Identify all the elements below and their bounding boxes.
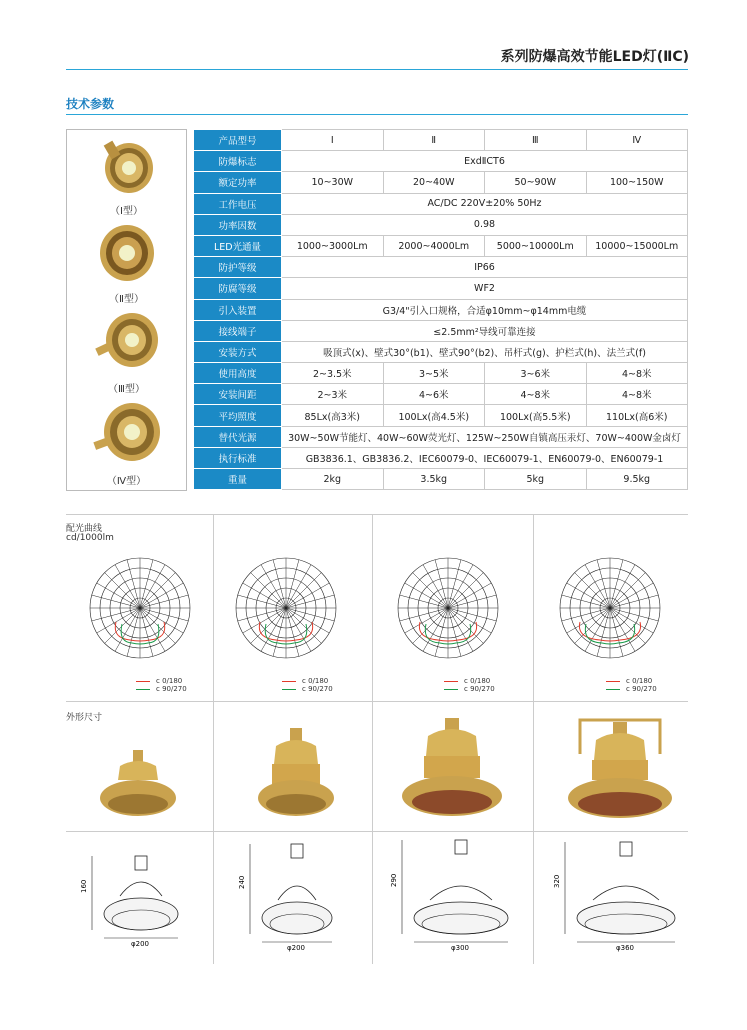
polar-spoke: [585, 608, 610, 651]
polar-spoke: [405, 583, 448, 608]
product-types-panel: [66, 129, 187, 491]
spec-cell: 5000~10000Lm: [485, 235, 587, 256]
polar-spoke: [115, 608, 140, 651]
legend-label: c 0/180: [156, 677, 183, 685]
polar-spoke: [97, 608, 140, 633]
spec-cell: 100Lx(高4.5米): [383, 405, 485, 426]
spec-cell: 85Lx(高3米): [282, 405, 384, 426]
spec-row: [194, 235, 688, 256]
row-label: 接线端子: [194, 320, 282, 341]
polar-spoke: [286, 583, 329, 608]
polar-spoke: [448, 583, 491, 608]
polar-spoke: [286, 565, 311, 608]
spec-row: [194, 405, 688, 426]
spec-cell: 4~8米: [586, 384, 688, 405]
spec-cell: Ⅰ: [282, 130, 384, 151]
product-type-4: [67, 400, 186, 487]
spec-cell: 4~8米: [485, 384, 587, 405]
polar-spoke: [405, 608, 448, 633]
spec-row: [194, 299, 688, 320]
spec-cell: WF2: [282, 278, 688, 299]
row-label: 额定功率: [194, 172, 282, 193]
spec-row: [194, 320, 688, 341]
row-label: 使用高度: [194, 363, 282, 384]
polar-diagram: [550, 546, 670, 668]
spec-row: [194, 151, 688, 172]
polar-spoke: [423, 608, 448, 651]
product-type-3: [67, 310, 186, 395]
polar-diagram: [226, 546, 346, 668]
spec-row: [194, 257, 688, 278]
spec-cell: 3.5kg: [383, 469, 485, 490]
spec-cell: 100~150W: [586, 172, 688, 193]
row-label: LED光通量: [194, 235, 282, 256]
polar-spoke: [610, 583, 653, 608]
row-label: 安装方式: [194, 341, 282, 362]
spec-cell: 10000~15000Lm: [586, 235, 688, 256]
height-dimension: 320: [553, 874, 561, 888]
legend-swatch: [606, 689, 620, 690]
spec-cell: Ⅳ: [586, 130, 688, 151]
row-label: 防爆标志: [194, 151, 282, 172]
polar-spoke: [261, 565, 286, 608]
spec-row: [194, 447, 688, 468]
row-label: 产品型号: [194, 130, 282, 151]
spec-row: [194, 278, 688, 299]
row-label: 功率因数: [194, 214, 282, 235]
row-label: 工作电压: [194, 193, 282, 214]
row-label: 执行标准: [194, 447, 282, 468]
spec-cell: 2000~4000Lm: [383, 235, 485, 256]
spec-cell: ExdⅡCT6: [282, 151, 688, 172]
spec-cell: Ⅲ: [485, 130, 587, 151]
curves-title: 配光曲线: [66, 524, 103, 534]
type-caption: （Ⅰ型）: [110, 206, 143, 217]
spec-cell: IP66: [282, 257, 688, 278]
polar-spoke: [286, 608, 329, 633]
lamp-photo: [92, 400, 162, 466]
height-dimension: 240: [238, 875, 246, 889]
legend-row: [444, 677, 495, 685]
legend-label: c 90/270: [302, 685, 333, 693]
polar-spoke: [610, 608, 645, 643]
spec-cell: 30W~50W节能灯、40W~60W荧光灯、125W~250W自镇高压汞灯、70W~400W金卤灯: [282, 426, 688, 447]
row-label: 防腐等级: [194, 278, 282, 299]
product-photo-1: [96, 748, 180, 820]
spec-cell: 4~8米: [586, 363, 688, 384]
spec-cell: AC/DC 220V±20% 50Hz: [282, 193, 688, 214]
polar-spoke: [286, 573, 321, 608]
polar-diagram: [80, 546, 200, 668]
legend-row: [282, 685, 333, 693]
polar-spoke: [448, 573, 483, 608]
spec-row: [194, 193, 688, 214]
legend-label: c 90/270: [626, 685, 657, 693]
spec-cell: ≤2.5mm²导线可靠连接: [282, 320, 688, 341]
legend-row: [136, 677, 187, 685]
curve-legend: [606, 677, 657, 693]
polar-diagram: [388, 546, 508, 668]
polar-spoke: [140, 573, 175, 608]
dimension-drawing: [240, 840, 340, 952]
spec-cell: 3~5米: [383, 363, 485, 384]
curves-unit: cd/1000lm: [66, 533, 114, 543]
spec-cell: 9.5kg: [586, 469, 688, 490]
type-caption: （Ⅱ型）: [109, 294, 144, 305]
polar-spoke: [575, 608, 610, 643]
spec-cell: 4~6米: [383, 384, 485, 405]
polar-spoke: [448, 565, 473, 608]
legend-swatch: [282, 681, 296, 682]
dimension-drawing: [555, 838, 683, 952]
height-dimension: 160: [80, 879, 88, 893]
spec-cell: 50~90W: [485, 172, 587, 193]
legend-swatch: [136, 681, 150, 682]
polar-spoke: [567, 583, 610, 608]
legend-label: c 0/180: [302, 677, 329, 685]
spec-cell: 5kg: [485, 469, 587, 490]
spec-cell: 10~30W: [282, 172, 384, 193]
product-photo-3: [400, 716, 504, 820]
polar-spoke: [610, 573, 645, 608]
section-title: 技术参数: [66, 97, 115, 111]
legend-swatch: [444, 681, 458, 682]
specs-grid: [193, 129, 688, 490]
polar-spoke: [140, 608, 183, 633]
divider: [213, 514, 214, 964]
polar-spoke: [243, 608, 286, 633]
legend-label: c 0/180: [626, 677, 653, 685]
spec-cell: GB3836.1、GB3836.2、IEC60079-0、IEC60079-1、EN60079-0、EN60079-1: [282, 447, 688, 468]
spec-cell: Ⅱ: [383, 130, 485, 151]
row-label: 替代光源: [194, 426, 282, 447]
width-dimension: φ360: [616, 944, 634, 952]
spec-cell: 2~3.5米: [282, 363, 384, 384]
polar-spoke: [567, 608, 610, 633]
spec-row: [194, 214, 688, 235]
divider: [66, 701, 688, 702]
legend-row: [136, 685, 187, 693]
legend-swatch: [606, 681, 620, 682]
polar-spoke: [251, 573, 286, 608]
shape-title: 外形尺寸: [66, 713, 103, 723]
page-title: 系列防爆高效节能LED灯(ⅡC): [500, 49, 689, 65]
legend-swatch: [136, 689, 150, 690]
row-label: 安装间距: [194, 384, 282, 405]
divider: [66, 831, 688, 832]
product-photo-4: [566, 714, 674, 820]
type-caption: （Ⅲ型）: [108, 384, 145, 395]
legend-row: [282, 677, 333, 685]
curve-legend: [136, 677, 187, 693]
section-rule: [66, 114, 688, 115]
row-label: 引入装置: [194, 299, 282, 320]
polar-spoke: [140, 608, 165, 651]
polar-spoke: [413, 608, 448, 643]
polar-spoke: [140, 565, 165, 608]
polar-spoke: [575, 573, 610, 608]
polar-spoke: [423, 565, 448, 608]
legend-swatch: [282, 689, 296, 690]
spec-cell: 1000~3000Lm: [282, 235, 384, 256]
legend-label: c 90/270: [464, 685, 495, 693]
curve-legend: [282, 677, 333, 693]
polar-spoke: [448, 608, 483, 643]
spec-row: [194, 363, 688, 384]
lamp-photo: [97, 222, 157, 284]
row-label: 重量: [194, 469, 282, 490]
legend-swatch: [444, 689, 458, 690]
polar-spoke: [105, 573, 140, 608]
polar-spoke: [610, 608, 635, 651]
legend-label: c 0/180: [464, 677, 491, 685]
polar-spoke: [243, 583, 286, 608]
title-rule: [66, 69, 688, 70]
polar-spoke: [97, 583, 140, 608]
spec-cell: 吸顶式(x)、壁式30°(b1)、壁式90°(b2)、吊杆式(g)、护栏式(h)、法兰式(f): [282, 341, 688, 362]
spec-row: [194, 469, 688, 490]
spec-cell: 2kg: [282, 469, 384, 490]
polar-spoke: [140, 583, 183, 608]
width-dimension: φ200: [131, 940, 149, 948]
product-type-1: [67, 138, 186, 217]
curve-legend: [444, 677, 495, 693]
width-dimension: φ200: [287, 944, 305, 952]
lamp-photo: [94, 310, 160, 374]
specs-table: [193, 129, 688, 490]
spec-cell: 3~6米: [485, 363, 587, 384]
spec-row: [194, 384, 688, 405]
spec-cell: G3/4"引入口规格，合适φ10mm~φ14mm电缆: [282, 299, 688, 320]
polar-spoke: [413, 573, 448, 608]
polar-spoke: [448, 608, 491, 633]
polar-spoke: [610, 565, 635, 608]
lamp-photo: [99, 138, 155, 196]
row-label: 防护等级: [194, 257, 282, 278]
spec-cell: 2~3米: [282, 384, 384, 405]
height-dimension: 290: [390, 873, 398, 887]
legend-row: [444, 685, 495, 693]
spec-cell: 0.98: [282, 214, 688, 235]
row-label: 平均照度: [194, 405, 282, 426]
dimension-drawing: [392, 836, 516, 952]
spec-cell: 100Lx(高5.5米): [485, 405, 587, 426]
legend-label: c 90/270: [156, 685, 187, 693]
dimension-drawing: [82, 852, 186, 948]
width-dimension: φ300: [451, 944, 469, 952]
divider: [372, 514, 373, 964]
divider: [66, 514, 688, 515]
polar-spoke: [610, 608, 653, 633]
spec-row: [194, 172, 688, 193]
divider: [533, 514, 534, 964]
polar-spoke: [585, 565, 610, 608]
spec-row: [194, 426, 688, 447]
spec-row: [194, 341, 688, 362]
specs-header-row: [194, 130, 688, 151]
spec-cell: 110Lx(高6米): [586, 405, 688, 426]
product-photo-2: [254, 726, 338, 820]
spec-cell: 20~40W: [383, 172, 485, 193]
polar-spoke: [115, 565, 140, 608]
legend-row: [606, 677, 657, 685]
product-type-2: [67, 222, 186, 305]
type-caption: （Ⅳ型）: [106, 476, 147, 487]
legend-row: [606, 685, 657, 693]
polar-spoke: [448, 608, 473, 651]
